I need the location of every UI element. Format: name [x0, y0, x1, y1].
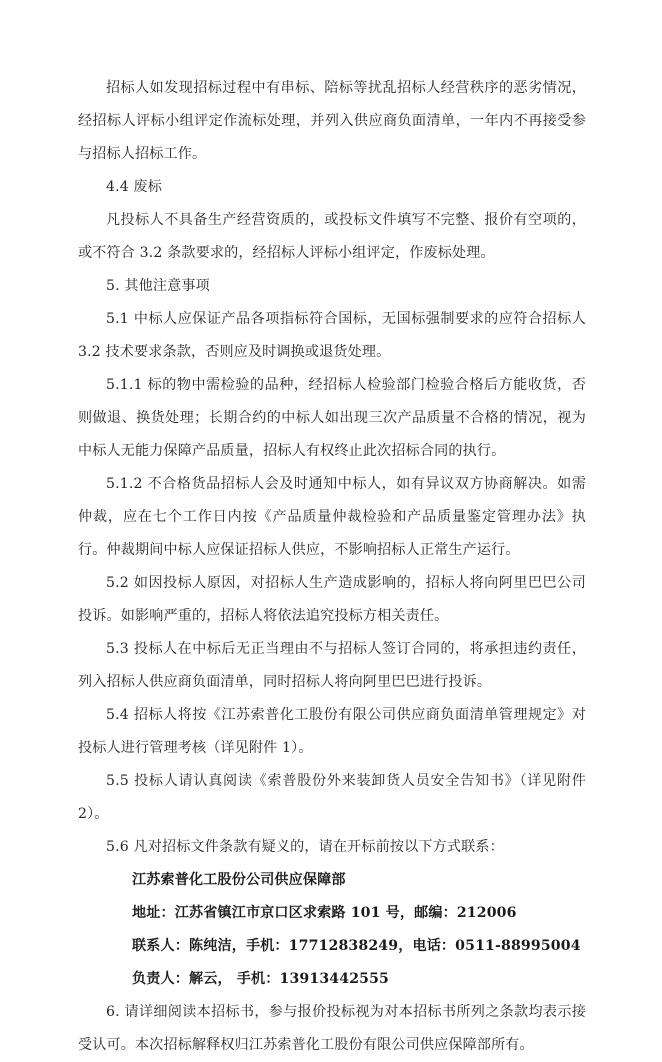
paragraph-clause-4-3-tail: 招标人如发现招标过程中有串标、陪标等扰乱招标人经营秩序的恶劣情况，经招标人评标小组评定作流标处理，并列入供应商负面清单，一年内不再接受参与招标人招标工作。: [78, 80, 586, 162]
heading-5: 5. 其他注意事项: [106, 278, 210, 294]
paragraph-clause-5-2: 5.2 如因投标人原因，对招标人生产造成影响的，招标人将向阿里巴巴公司投诉。如影响严重的，招标人将依法追究投标方相关责任。: [78, 575, 586, 624]
contact-organization: 江苏索普化工股份公司供应保障部: [132, 872, 346, 888]
paragraph-clause-5-6: 5.6 凡对招标文件条款有疑义的，请在开标前按以下方式联系：: [106, 839, 504, 855]
paragraph-clause-5-3: 5.3 投标人在中标后无正当理由不与招标人签订合同的，将承担违约责任，列入招标人供应商负面清单，同时招标人将向阿里巴巴进行投诉。: [78, 641, 586, 690]
paragraph-clause-5-4: 5.4 招标人将按《江苏索普化工股份有限公司供应商负面清单管理规定》对投标人进行管理考核（详见附件 1）。: [78, 707, 586, 756]
paragraph-clause-5-5: 5.5 投标人请认真阅读《索普股份外来装卸货人员安全告知书》（详见附件 2）。: [78, 773, 586, 822]
paragraph-clause-6: 6. 请详细阅读本招标书，参与报价投标视为对本招标书所列之条款均表示接受认可。本次招标解释权归江苏索普化工股份有限公司供应保障部所有。: [78, 1004, 586, 1053]
paragraph-clause-5-1: 5.1 中标人应保证产品各项指标符合国标，无国标强制要求的应符合招标人 3.2 技术要求条款，否则应及时调换或退货处理。: [78, 311, 586, 360]
paragraph-clause-5-1-2: 5.1.2 不合格货品招标人会及时通知中标人，如有异议双方协商解决。如需仲裁，应在七个工作日内按《产品质量仲裁检验和产品质量鉴定管理办法》执行。仲裁期间中标人应保证招标人供应，不影响招标人正常生产运行。: [78, 476, 586, 558]
contact-address: 地址：江苏省镇江市京口区求索路 101 号，邮编：212006: [132, 905, 517, 921]
contact-person: 联系人：陈纯洁，手机：17712838249，电话：0511-88995004: [132, 938, 581, 954]
contact-manager: 负责人：解云， 手机：13913442555: [132, 971, 390, 987]
document-body: [78, 72, 586, 1062]
paragraph-clause-5-1-1: 5.1.1 标的物中需检验的品种，经招标人检验部门检验合格后方能收货，否则做退、换货处理；长期合约的中标人如出现三次产品质量不合格的情况，视为中标人无能力保障产品质量，招标人有权终止此次招标合同的执行。: [78, 377, 586, 459]
paragraph-clause-4-4: 凡投标人不具备生产经营资质的，或投标文件填写不完整、报价有空项的，或不符合 3.2 条款要求的，经招标人评标小组评定，作废标处理。: [78, 212, 586, 261]
heading-4-4: 4.4 废标: [106, 179, 162, 195]
contact-block: [78, 864, 586, 996]
